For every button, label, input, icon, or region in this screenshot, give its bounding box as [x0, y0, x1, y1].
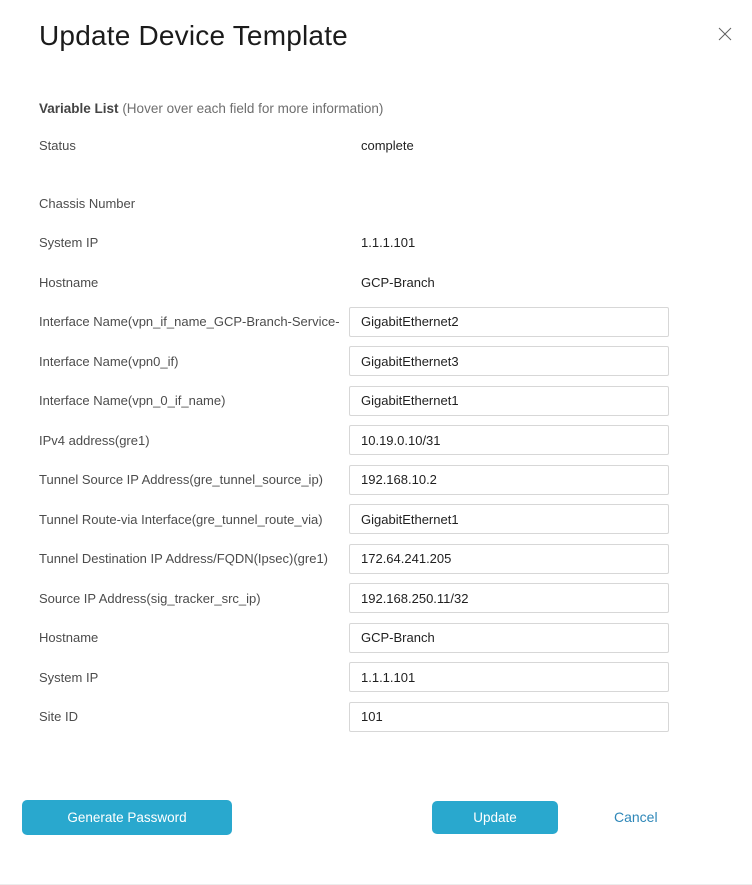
variable-list-heading: [39, 101, 713, 116]
field-label: Chassis Number: [39, 195, 136, 211]
generate-password-button[interactable]: Generate Password: [22, 800, 232, 835]
field-label: IPv4 address(gre1): [39, 432, 150, 448]
field-input[interactable]: [349, 465, 669, 495]
variable-row: [0, 302, 752, 342]
field-label: Hostname: [39, 274, 99, 290]
field-input[interactable]: [349, 386, 669, 416]
variable-row: [0, 126, 752, 166]
dialog-title: Update Device Template: [39, 20, 348, 51]
variable-row: [0, 539, 752, 579]
close-icon-glyph: [718, 27, 732, 41]
field-label: Hostname: [39, 630, 99, 646]
field-input[interactable]: [349, 307, 669, 337]
variable-list-heading-note: (Hover over each field for more information): [122, 101, 384, 116]
variable-row: [0, 697, 752, 737]
field-value: complete: [361, 138, 414, 154]
field-label: Tunnel Source IP Address(gre_tunnel_source_ip): [39, 472, 324, 488]
variable-row: [0, 223, 752, 263]
field-input[interactable]: [349, 583, 669, 613]
field-input[interactable]: [349, 702, 669, 732]
field-input[interactable]: [349, 662, 669, 692]
field-label: System IP: [39, 669, 99, 685]
field-label: Interface Name(vpn0_if): [39, 353, 179, 369]
variable-list-heading-text: Variable List: [39, 101, 119, 116]
variable-row: [0, 263, 752, 303]
variable-row: [0, 342, 752, 382]
field-label: Source IP Address(sig_tracker_src_ip): [39, 590, 261, 606]
variable-row: [0, 381, 752, 421]
field-label: Status: [39, 138, 76, 154]
field-label: Tunnel Route-via Interface(gre_tunnel_route_via): [39, 511, 323, 527]
field-label: Tunnel Destination IP Address/FQDN(Ipsec)(gre1): [39, 551, 329, 567]
field-value: 1.1.1.101: [361, 235, 416, 251]
field-input[interactable]: [349, 346, 669, 376]
variable-row: [0, 184, 752, 224]
variable-row: [0, 460, 752, 500]
field-input[interactable]: [349, 425, 669, 455]
dialog-footer: [0, 800, 752, 835]
variable-row: [0, 579, 752, 619]
variable-row: [0, 421, 752, 461]
update-button[interactable]: Update: [432, 801, 558, 834]
variable-row: [0, 658, 752, 698]
variable-row: [0, 500, 752, 540]
variable-list: [0, 126, 752, 737]
update-device-template-dialog: [0, 20, 752, 885]
close-icon[interactable]: [716, 25, 734, 43]
field-value: GCP-Branch: [361, 274, 435, 290]
field-input[interactable]: [349, 544, 669, 574]
field-label: Interface Name(vpn_0_if_name): [39, 393, 226, 409]
field-label: System IP: [39, 235, 99, 251]
variable-row: [0, 618, 752, 658]
cancel-link[interactable]: Cancel: [614, 809, 658, 825]
field-label: Interface Name(vpn_if_name_GCP-Branch-Service-: [39, 314, 340, 330]
field-label: Site ID: [39, 709, 79, 725]
field-input[interactable]: [349, 504, 669, 534]
field-input[interactable]: [349, 623, 669, 653]
